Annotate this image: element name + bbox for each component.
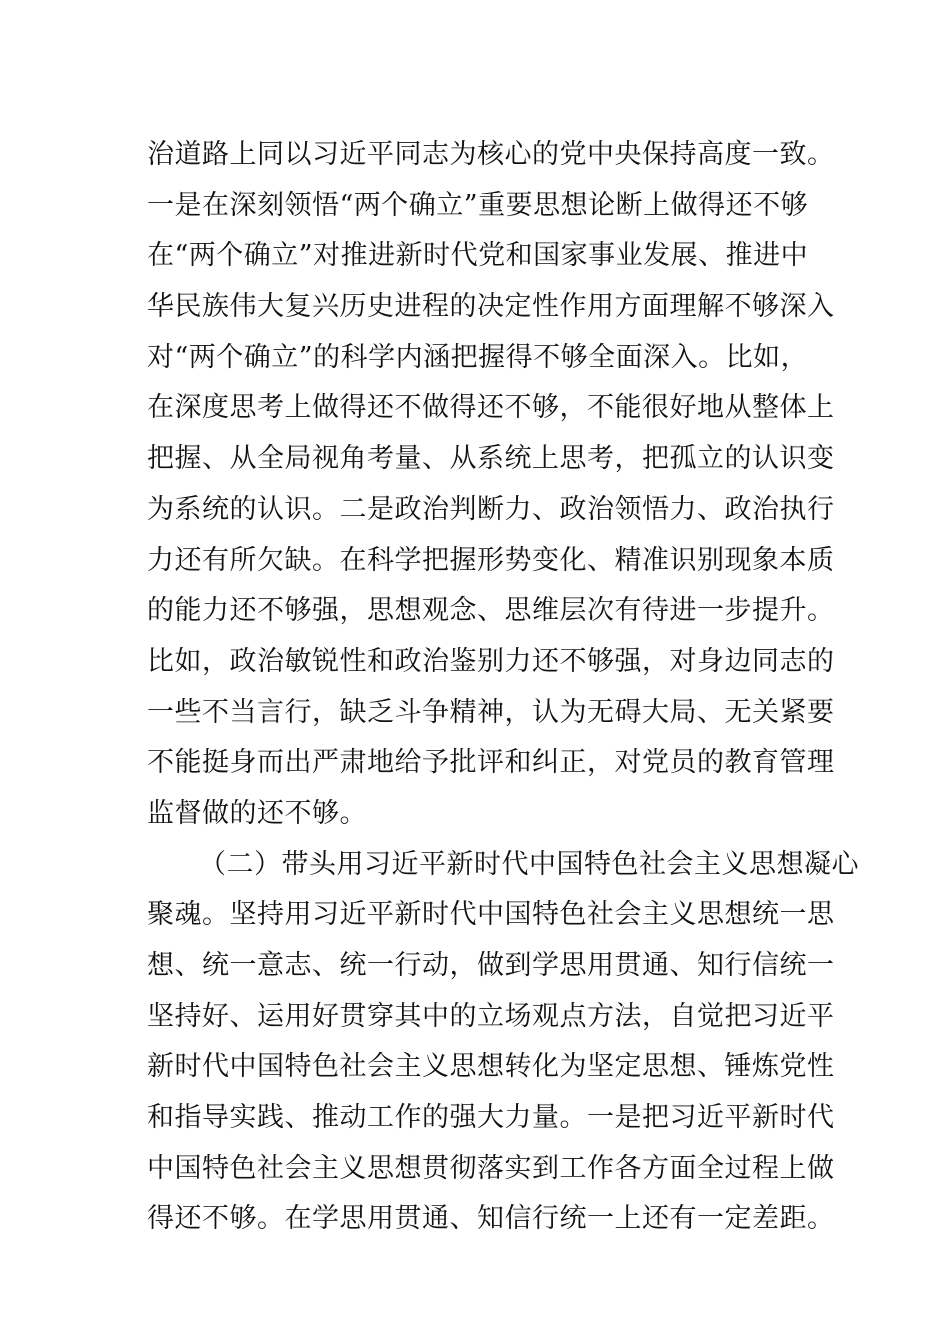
text-line: 一是在深刻领悟“两个确立”重要思想论断上做得还不够 bbox=[147, 189, 809, 221]
text-line: 在“两个确立”对推进新时代党和国家事业发展、推进中 bbox=[147, 240, 809, 272]
text-line: 和指导实践、推动工作的强大力量。一是把习近平新时代 bbox=[147, 1102, 835, 1134]
text-line: 对“两个确立”的科学内涵把握得不够全面深入。比如， bbox=[147, 341, 809, 373]
text-line: 不能挺身而出严肃地给予批评和纠正，对党员的教育管理 bbox=[147, 747, 835, 779]
text-line: 把握、从全局视角考量、从系统上思考，把孤立的认识变 bbox=[147, 443, 835, 475]
text-line: 得还不够。在学思用贯通、知信行统一上还有一定差距。 bbox=[147, 1203, 835, 1235]
text-line: 在深度思考上做得还不做得还不够，不能很好地从整体上 bbox=[147, 392, 835, 424]
text-line: 为系统的认识。二是政治判断力、政治领悟力、政治执行 bbox=[147, 493, 835, 525]
text-line: 中国特色社会主义思想贯彻落实到工作各方面全过程上做 bbox=[147, 1152, 835, 1184]
text-line: 想、统一意志、统一行动，做到学思用贯通、知行信统一 bbox=[147, 950, 835, 981]
text-line: 聚魂。坚持用习近平新时代中国特色社会主义思想统一思 bbox=[147, 899, 835, 931]
text-line: 力还有所欠缺。在科学把握形势变化、精准识别现象本质 bbox=[147, 544, 835, 576]
text-line: 的能力还不够强，思想观念、思维层次有待进一步提升。 bbox=[147, 595, 835, 627]
text-line: 坚持好、运用好贯穿其中的立场观点方法，自觉把习近平 bbox=[147, 1000, 835, 1032]
text-line: 监督做的还不够。 bbox=[147, 797, 367, 829]
text-line: 一些不当言行，缺乏斗争精神，认为无碍大局、无关紧要 bbox=[147, 696, 835, 728]
text-line: 新时代中国特色社会主义思想转化为坚定思想、锤炼党性 bbox=[147, 1051, 835, 1083]
text-line: 比如，政治敏锐性和政治鉴别力还不够强，对身边同志的 bbox=[147, 645, 835, 677]
section-heading-line: （二）带头用习近平新时代中国特色社会主义思想凝心 bbox=[199, 848, 859, 880]
text-line: 华民族伟大复兴历史进程的决定性作用方面理解不够深入 bbox=[147, 291, 835, 323]
body-text bbox=[147, 130, 859, 1245]
text-line: 治道路上同以习近平同志为核心的党中央保持高度一致。 bbox=[147, 139, 835, 170]
